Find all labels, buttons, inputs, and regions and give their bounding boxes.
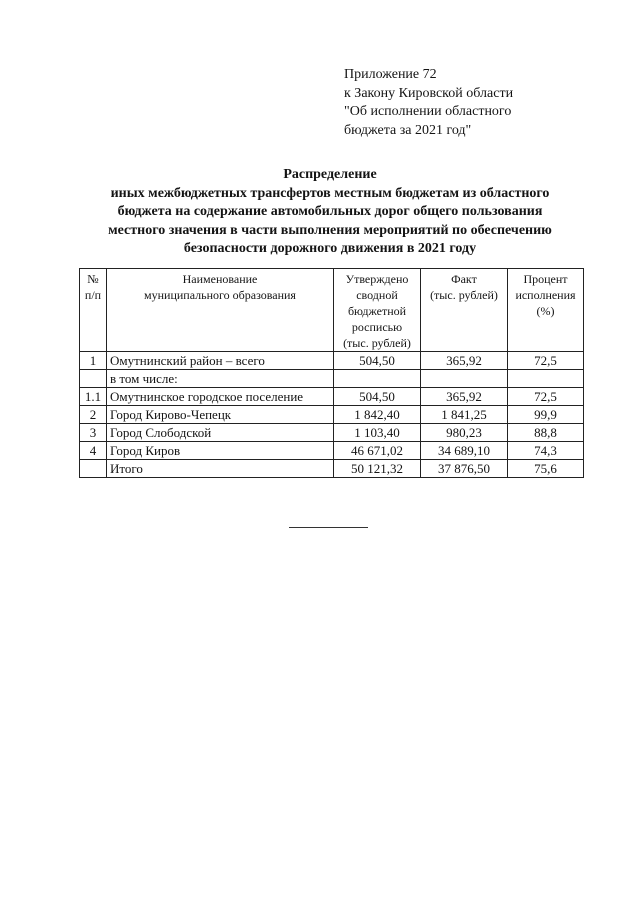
header-line: бюджетной xyxy=(347,304,407,318)
row-num: 4 xyxy=(80,442,107,460)
row-percent: 72,5 xyxy=(508,388,584,406)
transfers-table xyxy=(79,268,584,478)
appendix-line: бюджета за 2021 год" xyxy=(344,122,472,138)
title-line: иных межбюджетных трансфертов местным бюджетам из областного xyxy=(110,185,550,201)
row-fact: 980,23 xyxy=(421,424,508,442)
row-percent: 75,6 xyxy=(508,460,584,478)
table-row-total xyxy=(80,460,584,478)
header-line: исполнения xyxy=(515,288,576,302)
row-fact: 365,92 xyxy=(421,388,508,406)
row-percent: 74,3 xyxy=(508,442,584,460)
header-num xyxy=(80,269,107,352)
document-title xyxy=(60,166,600,259)
row-fact xyxy=(421,370,508,388)
row-num: 2 xyxy=(80,406,107,424)
header-name xyxy=(107,269,334,352)
table-row xyxy=(80,406,584,424)
title-line: Распределение xyxy=(283,167,377,182)
title-line: безопасности дорожного движения в 2021 году xyxy=(183,241,477,257)
table-row xyxy=(80,442,584,460)
row-approved: 50 121,32 xyxy=(334,460,421,478)
row-approved: 504,50 xyxy=(334,352,421,370)
header-line: п/п xyxy=(84,288,102,302)
row-percent: 88,8 xyxy=(508,424,584,442)
appendix-line: к Закону Кировской области xyxy=(344,85,514,101)
header-fact xyxy=(421,269,508,352)
header-line: № xyxy=(87,272,99,286)
row-name: Город Киров xyxy=(107,442,334,460)
row-name: Итого xyxy=(107,460,334,478)
row-name: Город Кирово-Чепецк xyxy=(107,406,334,424)
row-percent: 72,5 xyxy=(508,352,584,370)
header-line: Процент xyxy=(523,272,568,286)
row-fact: 37 876,50 xyxy=(421,460,508,478)
closing-rule xyxy=(289,527,368,528)
row-approved xyxy=(334,370,421,388)
row-num: 1 xyxy=(80,352,107,370)
header-approved xyxy=(334,269,421,352)
appendix-line: "Об исполнении областного xyxy=(344,104,512,119)
header-line: (%) xyxy=(536,304,555,318)
appendix-line: Приложение 72 xyxy=(344,67,437,82)
header-line: сводной xyxy=(356,288,398,302)
row-percent: 99,9 xyxy=(508,406,584,424)
header-line: росписью xyxy=(351,320,403,334)
header-line: Факт xyxy=(451,272,477,286)
row-num xyxy=(80,460,107,478)
appendix-block xyxy=(344,66,604,140)
row-num: 1.1 xyxy=(80,388,107,406)
table-row xyxy=(80,370,584,388)
title-line: бюджета на содержание автомобильных дорог общего пользования xyxy=(117,204,543,220)
row-name: Омутнинское городское поселение xyxy=(107,388,334,406)
header-line: (тыс. рублей) xyxy=(430,288,498,302)
row-percent xyxy=(508,370,584,388)
header-line: муниципального образования xyxy=(144,288,296,302)
table-row xyxy=(80,388,584,406)
header-line: Наименование xyxy=(182,272,258,286)
row-approved: 504,50 xyxy=(334,388,421,406)
table-header-row xyxy=(80,269,584,352)
table-row xyxy=(80,424,584,442)
row-name: в том числе: xyxy=(107,370,334,388)
header-line: Утверждено xyxy=(345,272,409,286)
row-name: Омутнинский район – всего xyxy=(107,352,334,370)
header-percent xyxy=(508,269,584,352)
row-fact: 365,92 xyxy=(421,352,508,370)
row-fact: 1 841,25 xyxy=(421,406,508,424)
row-approved: 1 103,40 xyxy=(334,424,421,442)
row-num: 3 xyxy=(80,424,107,442)
table-row xyxy=(80,352,584,370)
row-approved: 1 842,40 xyxy=(334,406,421,424)
row-fact: 34 689,10 xyxy=(421,442,508,460)
row-num xyxy=(80,370,107,388)
row-approved: 46 671,02 xyxy=(334,442,421,460)
title-line: местного значения в части выполнения мероприятий по обеспечению xyxy=(108,222,552,238)
header-line: (тыс. рублей) xyxy=(343,336,411,350)
row-name: Город Слободской xyxy=(107,424,334,442)
